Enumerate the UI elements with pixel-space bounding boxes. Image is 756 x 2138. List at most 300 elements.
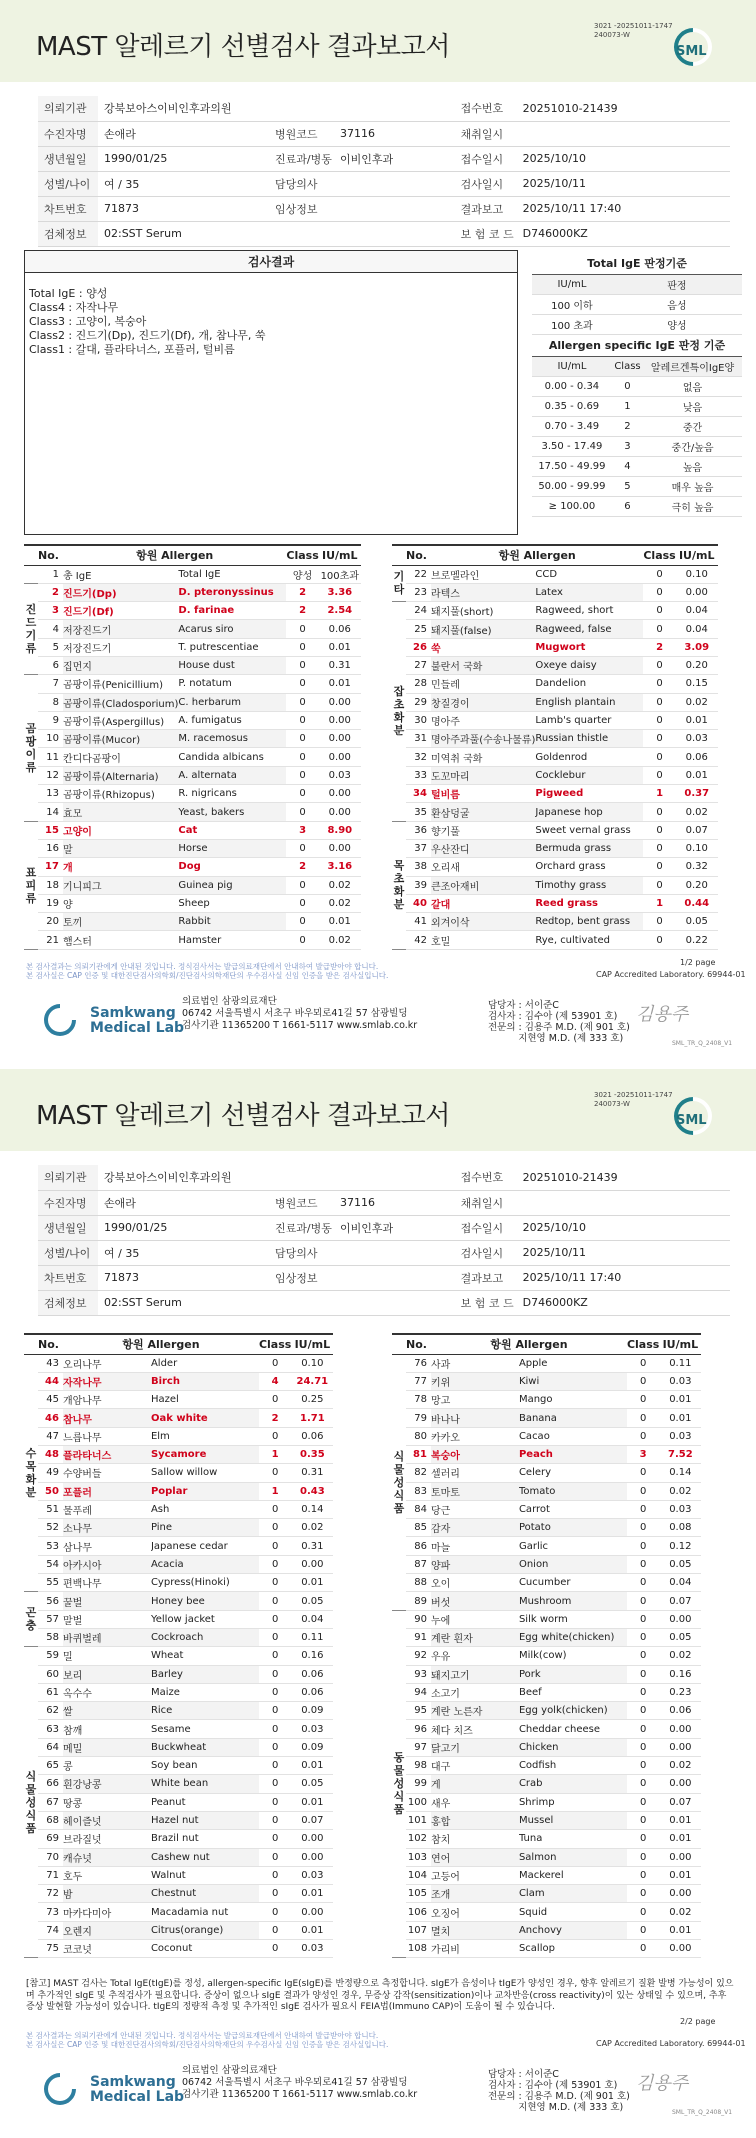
allergen-en: Mugwort xyxy=(535,638,643,656)
table-row xyxy=(24,1757,333,1775)
allergen-en: Apple xyxy=(519,1354,627,1372)
row-no: 69 xyxy=(38,1830,63,1848)
table-row xyxy=(24,1683,333,1701)
col-allergen: 항원 Allergen xyxy=(431,1334,627,1354)
table-row xyxy=(392,1903,701,1921)
footnote: 본 검사결과는 의뢰기관에게 안내된 것입니다. 정식검사서는 발급의료재단에서 안내하여 발급받아야 합니다. 본 검사실은 CAP 인증 및 대한진단검사의학회/진단검사의학재단의 우수검사실 신임 인증을 받은 검사실입니다. xyxy=(26,2031,389,2049)
allergen-en: Coconut xyxy=(151,1940,259,1958)
table-row xyxy=(392,1647,701,1665)
col-head: Class xyxy=(612,356,643,376)
allergen-en: Latex xyxy=(535,583,643,601)
footnote: 본 검사결과는 의뢰기관에게 안내된 것입니다. 정식검사서는 발급의료재단에서 안내하여 발급받아야 합니다. 본 검사실은 CAP 인증 및 대한진단검사의학회/진단검사의학재단의 우수검사실 신임 인증을 받은 검사실입니다. xyxy=(26,962,389,980)
allergen-en: Egg white(chicken) xyxy=(519,1628,627,1646)
class-value: 0 xyxy=(259,1683,291,1701)
row-no: 79 xyxy=(406,1409,431,1427)
class-value: 0 xyxy=(627,1647,659,1665)
iu-value: 0.01 xyxy=(659,1409,701,1427)
allergen-kr: 흰강낭콩 xyxy=(63,1775,151,1793)
table-row xyxy=(24,1354,333,1372)
table-row xyxy=(392,1921,701,1939)
allergen-en: A. fumigatus xyxy=(178,711,286,729)
iu-value: 0.02 xyxy=(319,931,361,949)
row-no: 25 xyxy=(406,620,431,638)
table-row xyxy=(392,821,718,839)
report-page-2 xyxy=(0,1069,756,2138)
iu-value: 0.05 xyxy=(291,1592,333,1610)
class-value: 0 xyxy=(627,1830,659,1848)
class-value: 0 xyxy=(259,1848,291,1866)
row-no: 76 xyxy=(406,1354,431,1372)
iu-value: 0.00 xyxy=(319,803,361,821)
row-no: 73 xyxy=(38,1903,63,1921)
allergen-kr: 홍합 xyxy=(431,1811,519,1829)
table-row xyxy=(24,1720,333,1738)
class-value: 0 xyxy=(286,803,318,821)
allergen-en: Cashew nut xyxy=(151,1848,259,1866)
allergen-kr: 햄스터 xyxy=(63,931,178,949)
allergen-en: Horse xyxy=(178,839,286,857)
table-row xyxy=(392,785,718,803)
class-value: 0 xyxy=(259,1628,291,1646)
iu-value: 0.01 xyxy=(319,913,361,931)
crit-cell: 100 이하 xyxy=(532,294,612,314)
allergen-kr: 불란서 국화 xyxy=(431,656,535,674)
row-no: 11 xyxy=(38,748,63,766)
iu-value: 0.01 xyxy=(291,1757,333,1775)
class-value: 2 xyxy=(286,583,318,601)
allergen-en: Acacia xyxy=(151,1555,259,1573)
allergen-en: Yeast, bakers xyxy=(178,803,286,821)
iu-value: 0.32 xyxy=(676,858,718,876)
iu-value: 3.36 xyxy=(319,583,361,601)
allergen-en: Cheddar cheese xyxy=(519,1720,627,1738)
allergen-en: Barley xyxy=(151,1665,259,1683)
allergen-en: Cockroach xyxy=(151,1628,259,1646)
name-value: 손애라 xyxy=(98,121,269,146)
iu-value: 0.02 xyxy=(676,803,718,821)
class-value: 0 xyxy=(627,1720,659,1738)
allergen-kr: 외겨이삭 xyxy=(431,913,535,931)
class-value: 0 xyxy=(259,1500,291,1518)
table-row xyxy=(24,602,361,620)
allergen-en: Oxeye daisy xyxy=(535,656,643,674)
table-row xyxy=(24,876,361,894)
class-value: 0 xyxy=(643,565,675,583)
table-row xyxy=(392,1592,701,1610)
class-value: 0 xyxy=(286,785,318,803)
table-row xyxy=(24,1738,333,1756)
iu-value: 0.16 xyxy=(291,1647,333,1665)
allergen-kr: 오이 xyxy=(431,1574,519,1592)
allergen-kr: 복숭아 xyxy=(431,1445,519,1463)
iu-value: 0.02 xyxy=(676,693,718,711)
class-value: 0 xyxy=(643,620,675,638)
col-allergen: 항원 Allergen xyxy=(431,545,643,565)
table-row xyxy=(392,675,718,693)
class-value: 0 xyxy=(627,1921,659,1939)
table-row xyxy=(24,1775,333,1793)
allergen-kr: 밀 xyxy=(63,1647,151,1665)
class-value: 0 xyxy=(286,693,318,711)
iu-value: 0.02 xyxy=(291,1519,333,1537)
table-row xyxy=(24,858,361,876)
allergen-en: Kiwi xyxy=(519,1372,627,1390)
class-value: 0 xyxy=(627,1592,659,1610)
recv-value: 2025/10/10 xyxy=(517,146,730,171)
table-row xyxy=(392,1555,701,1573)
allergen-kr: 고양이 xyxy=(63,821,178,839)
row-no: 91 xyxy=(406,1628,431,1646)
iu-value: 0.25 xyxy=(291,1391,333,1409)
allergen-kr: 곰팡이류(Rhizopus) xyxy=(63,785,178,803)
col-allergen: 항원 Allergen xyxy=(63,1334,259,1354)
row-no: 74 xyxy=(38,1921,63,1939)
row-no: 92 xyxy=(406,1647,431,1665)
table-row xyxy=(24,1574,333,1592)
col-class: Class xyxy=(259,1334,291,1354)
allergen-en: Mango xyxy=(519,1391,627,1409)
table-row xyxy=(392,858,718,876)
iu-value: 0.06 xyxy=(291,1683,333,1701)
allergen-en: Cat xyxy=(178,821,286,839)
row-no: 8 xyxy=(38,693,63,711)
class-value: 0 xyxy=(627,1848,659,1866)
row-no: 23 xyxy=(406,583,431,601)
allergen-en: Rabbit xyxy=(178,913,286,931)
class-value: 0 xyxy=(627,1409,659,1427)
class-value: 0 xyxy=(259,1793,291,1811)
iu-value: 0.44 xyxy=(676,894,718,912)
class-value: 0 xyxy=(643,730,675,748)
table-row xyxy=(24,803,361,821)
allergen-en: A. alternata xyxy=(178,766,286,784)
class-value: 0 xyxy=(259,1811,291,1829)
iu-value: 0.00 xyxy=(319,730,361,748)
allergen-en: Garlic xyxy=(519,1537,627,1555)
iu-value: 0.06 xyxy=(319,620,361,638)
table-row xyxy=(392,1793,701,1811)
row-no: 101 xyxy=(406,1811,431,1829)
row-no: 41 xyxy=(406,913,431,931)
allergen-en: Total IgE xyxy=(178,565,286,583)
allergen-en: Japanese cedar xyxy=(151,1537,259,1555)
row-no: 40 xyxy=(406,894,431,912)
allergen-en: Brazil nut xyxy=(151,1830,259,1848)
allergen-en: Sycamore xyxy=(151,1445,259,1463)
sex-value: 여 / 35 xyxy=(98,171,269,196)
iu-value: 0.03 xyxy=(676,730,718,748)
row-no: 60 xyxy=(38,1665,63,1683)
row-no: 16 xyxy=(38,839,63,857)
allergen-en: Onion xyxy=(519,1555,627,1573)
allergen-en: Pigweed xyxy=(535,785,643,803)
table-row xyxy=(24,1628,333,1646)
allergen-en: White bean xyxy=(151,1775,259,1793)
iu-value: 0.00 xyxy=(659,1720,701,1738)
iu-value: 0.09 xyxy=(291,1702,333,1720)
table-row xyxy=(392,913,718,931)
class-value: 0 xyxy=(627,1427,659,1445)
allergen-kr: 체다 치즈 xyxy=(431,1720,519,1738)
iu-value: 0.00 xyxy=(659,1775,701,1793)
table-row xyxy=(392,1940,701,1958)
table-row xyxy=(24,730,361,748)
class-value: 1 xyxy=(259,1445,291,1463)
allergen-en: Maize xyxy=(151,1683,259,1701)
class-value: 0 xyxy=(259,1354,291,1372)
iu-value: 0.03 xyxy=(659,1427,701,1445)
label: 검체정보 xyxy=(38,221,98,246)
lab-name: Medical Lab xyxy=(90,1020,185,1036)
class-value: 0 xyxy=(259,1555,291,1573)
iu-value: 0.07 xyxy=(659,1793,701,1811)
table-row xyxy=(24,1665,333,1683)
iu-value: 0.04 xyxy=(676,620,718,638)
row-no: 46 xyxy=(38,1409,63,1427)
class-value: 0 xyxy=(627,1555,659,1573)
allergen-kr: 땅콩 xyxy=(63,1793,151,1811)
group-label: 기 타 xyxy=(392,565,406,602)
allergen-en: Codfish xyxy=(519,1757,627,1775)
table-row xyxy=(392,1482,701,1500)
allergen-kr: 오리나무 xyxy=(63,1354,151,1372)
class-value: 0 xyxy=(643,858,675,876)
class-value: 0 xyxy=(643,656,675,674)
class-value: 0 xyxy=(259,1665,291,1683)
table-row xyxy=(392,1757,701,1775)
row-no: 83 xyxy=(406,1482,431,1500)
class-value: 0 xyxy=(627,1354,659,1372)
class-value: 0 xyxy=(259,1574,291,1592)
allergen-en: Pork xyxy=(519,1665,627,1683)
iu-value: 0.03 xyxy=(291,1866,333,1884)
group-label: 수 목 화 분 xyxy=(24,1354,38,1592)
allergen-en: Banana xyxy=(519,1409,627,1427)
row-no: 26 xyxy=(406,638,431,656)
table-row xyxy=(392,583,718,601)
allergen-en: Ash xyxy=(151,1500,259,1518)
allergen-table-right xyxy=(392,544,718,950)
group-label: 동 물 성 식 품 xyxy=(392,1610,406,1958)
iu-value: 0.07 xyxy=(291,1811,333,1829)
table-row xyxy=(24,565,361,583)
iu-value: 0.01 xyxy=(291,1921,333,1939)
document-code: 3021 -20251011-1747 240073-W xyxy=(594,1091,673,1108)
allergen-kr: 집먼지 xyxy=(63,656,178,674)
table-row xyxy=(24,1555,333,1573)
row-no: 104 xyxy=(406,1866,431,1884)
reference-note: [참고] MAST 검사는 Total IgE(tIgE)를 정성, allergen-specific IgE(sIgE)를 반정량으로 측정합니다. sIgE가 음성이나 tIgE가 양성인 경우, 향후 알레르기 질환 발병 가능성이 있으며 추가적인 sIgE 및 추적검사가 필요합니다. 증상이 없으나 sIgE 결과가 양성인 경우, 무증상 감작(sensitization)이나 교차반응(cross reactivity)이 있는 상태일 수 있으며, 추후 증상 발현할 가능성이 있습니다. tIgE의 정량적 측정 및 추가적인 sIgE 검사가 필요시 FEIA법(Immuno CAP)이 도움이 될 수 있습니다. xyxy=(26,1979,734,2012)
allergen-kr: 돼지풀(false) xyxy=(431,620,535,638)
allergen-kr: 양파 xyxy=(431,1555,519,1573)
class-value: 0 xyxy=(627,1885,659,1903)
result-line: Class3 : 고양이, 복숭아 xyxy=(29,315,147,328)
dob-value: 1990/01/25 xyxy=(98,146,269,171)
allergen-en: Rye, cultivated xyxy=(535,931,643,949)
group-label: 곤 충 xyxy=(24,1592,38,1647)
table-row xyxy=(24,1537,333,1555)
cap-accreditation: CAP Accredited Laboratory. 69944-01 xyxy=(596,2039,746,2048)
class-value: 0 xyxy=(259,1391,291,1409)
iu-value: 0.31 xyxy=(291,1464,333,1482)
allergen-en: Egg yolk(chicken) xyxy=(519,1702,627,1720)
row-no: 9 xyxy=(38,711,63,729)
row-no: 20 xyxy=(38,913,63,931)
iu-value: 0.02 xyxy=(659,1757,701,1775)
row-no: 35 xyxy=(406,803,431,821)
iu-value: 0.07 xyxy=(659,1592,701,1610)
class-value: 0 xyxy=(286,894,318,912)
lab-staff: 담당자 : 서이준C 검사자 : 김수아 (제 53901 호) 전문의 : 김용주 M.D. (제 901 호) 지현영 M.D. (제 333 호) xyxy=(488,2069,630,2113)
table-row xyxy=(392,1610,701,1628)
row-no: 51 xyxy=(38,1500,63,1518)
table-row xyxy=(24,693,361,711)
signature: 김용주 xyxy=(636,2073,689,2094)
allergen-en: Mussel xyxy=(519,1811,627,1829)
lab-staff: 담당자 : 서이준C 검사자 : 김수아 (제 53901 호) 전문의 : 김용주 M.D. (제 901 호) 지현영 M.D. (제 333 호) xyxy=(488,1000,630,1044)
row-no: 43 xyxy=(38,1354,63,1372)
allergen-en: Sweet vernal grass xyxy=(535,821,643,839)
total-ige-head: Total IgE 판정기준 xyxy=(532,252,742,274)
allergen-table-left xyxy=(24,544,361,950)
table-row xyxy=(392,1665,701,1683)
allergen-en: Anchovy xyxy=(519,1921,627,1939)
allergen-en: Cocklebur xyxy=(535,766,643,784)
iu-value: 0.01 xyxy=(659,1830,701,1848)
row-no: 75 xyxy=(38,1940,63,1958)
iu-value: 0.01 xyxy=(676,766,718,784)
allergen-en: Cucumber xyxy=(519,1574,627,1592)
allergen-en: Silk worm xyxy=(519,1610,627,1628)
allergen-kr: 민들레 xyxy=(431,675,535,693)
class-value: 0 xyxy=(643,748,675,766)
allergen-kr: 누에 xyxy=(431,1610,519,1628)
class-value: 0 xyxy=(627,1903,659,1921)
iu-value: 0.00 xyxy=(319,785,361,803)
allergen-kr: 오징어 xyxy=(431,1903,519,1921)
allergen-en: Crab xyxy=(519,1775,627,1793)
allergen-en: Beef xyxy=(519,1683,627,1701)
iu-value: 0.31 xyxy=(319,656,361,674)
row-no: 18 xyxy=(38,876,63,894)
row-no: 31 xyxy=(406,730,431,748)
class-value: 0 xyxy=(627,1482,659,1500)
iu-value: 0.03 xyxy=(291,1940,333,1958)
allergen-kr: 망고 xyxy=(431,1391,519,1409)
class-value: 0 xyxy=(643,711,675,729)
criteria-table: Total IgE 판정기준 IU/mL 판정 100 이하 음성 100 초과 양성 Allergen specific IgE 판정 기준 IU/mL Class 알레르겐특이IgE양 0.00 - 0.34 0 없음 0.35 - 0.69 1 낮음 0.70 - 3.49 2 중간 3.50 - 17.49 3 중간/높음 17.50 - 49.99 4 높음 50.00 - 99.99 5 매우 높음 ≥ 100.00 6 극히 높음 xyxy=(532,252,742,517)
crit-cell: 음성 xyxy=(612,294,742,314)
row-no: 12 xyxy=(38,766,63,784)
label: 검사일시 xyxy=(455,171,517,196)
allergen-en: Japanese hop xyxy=(535,803,643,821)
table-row xyxy=(24,1811,333,1829)
allergen-kr: 미역취 국화 xyxy=(431,748,535,766)
table-row xyxy=(24,1903,333,1921)
table-row xyxy=(24,1830,333,1848)
table-row xyxy=(24,748,361,766)
allergen-en: Birch xyxy=(151,1372,259,1390)
allergen-en: D. pteronyssinus xyxy=(178,583,286,601)
cap-accreditation: CAP Accredited Laboratory. 69944-01 xyxy=(596,970,746,979)
allergen-kr: 포플러 xyxy=(63,1482,151,1500)
row-no: 3 xyxy=(38,602,63,620)
class-value: 0 xyxy=(259,1537,291,1555)
row-no: 98 xyxy=(406,1757,431,1775)
table-row xyxy=(24,1482,333,1500)
allergen-en: House dust xyxy=(178,656,286,674)
iu-value: 0.00 xyxy=(291,1555,333,1573)
class-value: 0 xyxy=(643,766,675,784)
result-line: Class2 : 진드기(Dp), 진드기(Df), 개, 참나무, 쑥 xyxy=(29,329,266,342)
row-no: 10 xyxy=(38,730,63,748)
class-value: 0 xyxy=(643,913,675,931)
label: 병원코드 xyxy=(269,121,334,146)
row-no: 97 xyxy=(406,1738,431,1756)
row-no: 72 xyxy=(38,1885,63,1903)
iu-value: 0.01 xyxy=(659,1866,701,1884)
iu-value: 0.05 xyxy=(676,913,718,931)
page-number: 1/2 page xyxy=(680,958,716,967)
class-value: 3 xyxy=(286,821,318,839)
iu-value: 1.71 xyxy=(291,1409,333,1427)
specific-ige-head: Allergen specific IgE 판정 기준 xyxy=(532,334,742,356)
iu-value: 0.00 xyxy=(659,1940,701,1958)
row-no: 22 xyxy=(406,565,431,583)
class-value: 0 xyxy=(627,1683,659,1701)
allergen-kr: 삼나무 xyxy=(63,1537,151,1555)
row-no: 45 xyxy=(38,1391,63,1409)
iu-value: 24.71 xyxy=(291,1372,333,1390)
row-no: 19 xyxy=(38,894,63,912)
allergen-kr: 개 xyxy=(63,858,178,876)
crit-cell: 100 초과 xyxy=(532,314,612,334)
allergen-kr: 말 xyxy=(63,839,178,857)
class-value: 0 xyxy=(627,1537,659,1555)
col-value: IU/mL xyxy=(659,1334,701,1354)
group-label xyxy=(24,565,38,583)
col-value: IU/mL xyxy=(291,1334,333,1354)
col-head: IU/mL xyxy=(532,356,612,376)
col-head: 판정 xyxy=(612,274,742,294)
allergen-en: Hamster xyxy=(178,931,286,949)
class-value: 0 xyxy=(259,1702,291,1720)
iu-value: 0.01 xyxy=(659,1811,701,1829)
table-row xyxy=(24,656,361,674)
allergen-kr: 곰팡이류(Alternaria) xyxy=(63,766,178,784)
table-row xyxy=(24,1848,333,1866)
class-value: 0 xyxy=(286,730,318,748)
iu-value: 0.02 xyxy=(319,894,361,912)
table-row xyxy=(392,1445,701,1463)
iu-value: 0.04 xyxy=(676,602,718,620)
class-value: 0 xyxy=(627,1665,659,1683)
row-no: 1 xyxy=(38,565,63,583)
allergen-kr: 호밀 xyxy=(431,931,535,949)
row-no: 2 xyxy=(38,583,63,601)
allergen-kr: 호두 xyxy=(63,1866,151,1884)
class-value: 0 xyxy=(286,656,318,674)
allergen-en: Dandelion xyxy=(535,675,643,693)
col-no: No. xyxy=(38,1334,63,1354)
allergen-en: Pine xyxy=(151,1519,259,1537)
row-no: 58 xyxy=(38,1628,63,1646)
table-row xyxy=(24,1647,333,1665)
row-no: 96 xyxy=(406,1720,431,1738)
group-label: 식 물 성 식 품 xyxy=(392,1354,406,1610)
label: 성별/나이 xyxy=(38,171,98,196)
allergen-en: Chestnut xyxy=(151,1885,259,1903)
